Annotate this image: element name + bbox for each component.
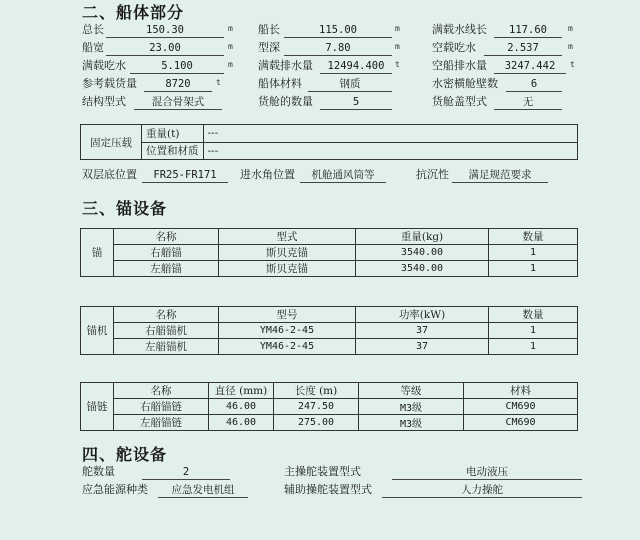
depth-label: 型深 [258,41,280,54]
table-header-row [81,229,578,245]
section-hull-title: 二、船体部分 [82,3,185,22]
ballast-weight-label: 重量(t) [142,125,204,143]
table-header-cell: 材料 [464,383,578,399]
emergency-power-value: 应急发电机组 [158,482,248,498]
full-draft-unit: m [228,60,233,69]
double-bottom-value: FR25-FR171 [142,167,228,183]
table-row [81,261,578,277]
sinkability-label: 抗沉性 [416,168,449,181]
anchor-table [80,228,578,277]
hull-material-label: 船体材料 [258,77,302,90]
cargo-capacity-value: 8720 [144,76,212,92]
table-cell: 左艏锚 [114,261,219,277]
length-overall-value: 150.30 [106,22,224,38]
waterline-length-label: 满载水线长 [432,23,487,36]
bulkhead-count-label: 水密横舱壁数 [432,77,498,90]
table-cell: 247.50 [274,399,359,415]
chain-group-label: 锚链 [81,383,114,431]
table-row [81,415,578,431]
table-header-cell: 型号 [219,307,356,323]
full-displacement-value: 12494.400 [320,58,392,74]
ballast-weight-value: --- [203,125,578,143]
table-row [81,245,578,261]
table-cell: 左艏锚链 [114,415,209,431]
waterline-length-unit: m [568,24,573,33]
table-cell: M3级 [359,415,464,431]
table-row [81,399,578,415]
rudder-count-value: 2 [142,464,230,480]
table-cell: 46.00 [209,415,274,431]
beam-unit: m [228,42,233,51]
table-row [81,339,578,355]
table-cell: 右艏锚 [114,245,219,261]
emergency-power-label: 应急能源种类 [82,483,148,496]
full-displacement-unit: t [395,60,400,69]
rudder-count-label: 舵数量 [82,465,115,478]
hold-count-label: 货舱的数量 [258,95,313,108]
table-cell: 1 [489,323,578,339]
full-draft-label: 满载吃水 [82,59,126,72]
rudder-row-2 [82,482,582,498]
light-draft-unit: m [568,42,573,51]
table-header-cell: 名称 [114,229,219,245]
table-cell: 1 [489,245,578,261]
beam-value: 23.00 [106,40,224,56]
waterline-length-value: 117.60 [494,22,562,38]
table-cell: 46.00 [209,399,274,415]
table-cell: YM46-2-45 [219,323,356,339]
table-header-cell: 直径 (mm) [209,383,274,399]
length-overall-unit: m [228,24,233,33]
table-header-cell: 型式 [219,229,356,245]
light-draft-value: 2.537 [484,40,562,56]
table-cell: 3540.00 [356,245,489,261]
section-rudder-title: 四、舵设备 [82,445,168,464]
ship-length-label: 船长 [258,23,280,36]
hatch-cover-label: 货舱盖型式 [432,95,487,108]
table-cell: 37 [356,339,489,355]
table-row [81,323,578,339]
length-overall-label: 总长 [82,23,104,36]
chain-table [80,382,578,431]
table-header-cell: 数量 [489,229,578,245]
structure-type-value: 混合骨架式 [134,94,222,110]
main-steering-value: 电动液压 [392,464,582,480]
aux-steering-value: 人力操舵 [382,482,582,498]
ballast-position-label: 位置和材质 [142,142,204,160]
table-header-cell: 名称 [114,307,219,323]
table-header-cell: 重量(kg) [356,229,489,245]
table-cell: 右艏锚链 [114,399,209,415]
table-cell: M3级 [359,399,464,415]
section-anchor-title: 三、锚设备 [82,199,168,218]
table-cell: 1 [489,339,578,355]
depth-value: 7.80 [284,40,392,56]
hatch-cover-value: 无 [494,94,562,110]
table-header-cell: 长度 (m) [274,383,359,399]
ballast-position-value: --- [203,142,578,160]
beam-label: 船宽 [82,41,104,54]
water-entry-value: 机舱通风筒等 [300,167,386,183]
full-draft-value: 5.100 [130,58,224,74]
table-cell: YM46-2-45 [219,339,356,355]
table-cell: CM690 [464,415,578,431]
table-header-cell: 名称 [114,383,209,399]
table-cell: 37 [356,323,489,339]
water-entry-label: 进水角位置 [240,168,295,181]
light-displacement-label: 空船排水量 [432,59,487,72]
double-bottom-label: 双层底位置 [82,168,137,181]
cargo-capacity-label: 参考载货量 [82,77,137,90]
rudder-row-1 [82,464,582,480]
windlass-table [80,306,578,355]
cargo-capacity-unit: t [216,78,221,87]
fixed-ballast-table [80,124,578,160]
light-displacement-value: 3247.442 [494,58,566,74]
main-steering-label: 主操舵装置型式 [284,465,361,478]
table-header-row [81,383,578,399]
table-header-row [81,307,578,323]
table-cell: 275.00 [274,415,359,431]
table-header-cell: 数量 [489,307,578,323]
table-cell: 斯贝克锚 [219,245,356,261]
ballast-label: 固定压载 [81,125,142,160]
table-cell: CM690 [464,399,578,415]
ship-length-unit: m [395,24,400,33]
table-cell: 左艏锚机 [114,339,219,355]
table-header-cell: 功率(kW) [356,307,489,323]
depth-unit: m [395,42,400,51]
full-displacement-label: 满载排水量 [258,59,313,72]
anchor-group-label: 锚 [81,229,114,277]
table-cell: 3540.00 [356,261,489,277]
light-draft-label: 空载吃水 [432,41,476,54]
sinkability-value: 满足规范要求 [452,167,548,183]
structure-type-label: 结构型式 [82,95,126,108]
aux-steering-label: 辅助操舵装置型式 [284,483,372,496]
windlass-group-label: 锚机 [81,307,114,355]
ship-length-value: 115.00 [284,22,392,38]
table-cell: 1 [489,261,578,277]
table-cell: 右艏锚机 [114,323,219,339]
bulkhead-count-value: 6 [506,76,562,92]
hull-material-value: 钢质 [308,76,392,92]
hold-count-value: 5 [320,94,392,110]
table-cell: 斯贝克锚 [219,261,356,277]
table-header-cell: 等级 [359,383,464,399]
double-bottom-row [82,167,582,183]
light-displacement-unit: t [570,60,575,69]
